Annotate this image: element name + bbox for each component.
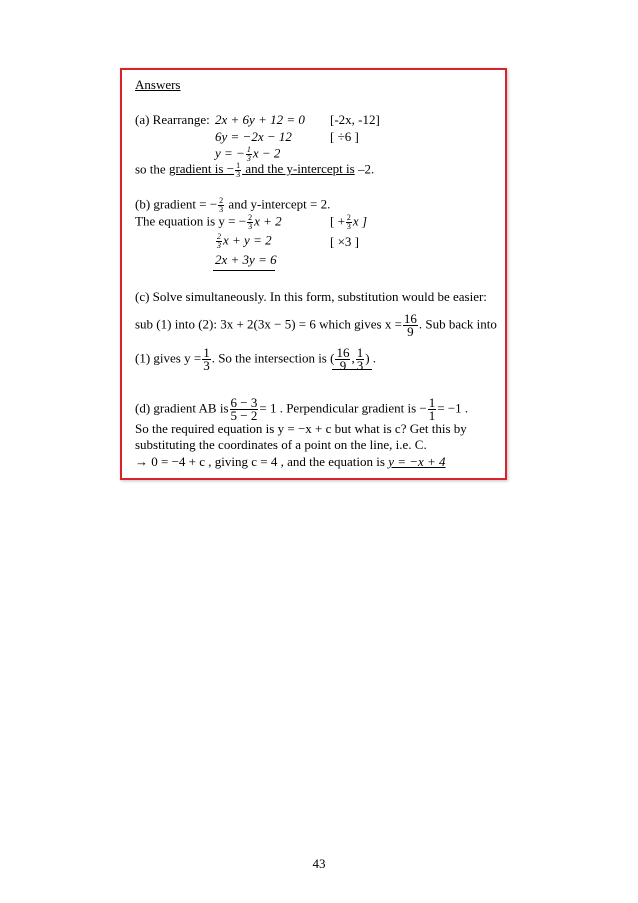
- part-d-line2: So the required equation is y = −x + c but what is c? Get this by: [135, 421, 467, 436]
- part-b-step2: [ ×3 ]: [330, 234, 359, 249]
- part-d-line1: (d) gradient AB is $\frac{6 - 3}{5 - 2}$ = 1 . Perpendicular gradient is − $\frac{1}{1}$ = −1 .: [135, 395, 469, 423]
- page-number: 43: [312, 856, 326, 871]
- part-b-equation: The equation is y = − $\frac{2}{3}$ x + 2: [135, 213, 282, 231]
- part-d-line4: → 0 = −4 + c , giving c = 4 , and the equation is y = −x + 4: [135, 454, 446, 469]
- part-a-conclusion: so the gradient is − $\frac{1}{3}$ and the y-intercept is –2.: [135, 161, 375, 179]
- part-b-eq3: 2x + 3y = 6: [215, 252, 277, 267]
- part-d-line3: substituting the coordinates of a point on the line, i.e. C.: [135, 437, 427, 452]
- part-b-answer-underline: [213, 270, 275, 271]
- answers-heading: Answers: [135, 77, 181, 92]
- part-a-label: (a) Rearrange:: [135, 112, 210, 127]
- part-b-eq2: $\frac{2}{3}$ x + y = 2: [217, 232, 272, 250]
- part-c-line2: sub (1) into (2): 3x + 2(3x − 5) = 6 which gives x = $\frac{16}{9}$ . Sub back into: [135, 311, 497, 339]
- part-b-gradient: (b) gradient = − $\frac{2}{3}$ and y-intercept = 2.: [135, 196, 331, 214]
- part-c-answer-underline: [332, 369, 372, 370]
- part-c-line1: (c) Solve simultaneously. In this form, substitution would be easier:: [135, 289, 487, 304]
- part-a-eq2: 6y = −2x − 12: [215, 129, 292, 144]
- part-a-eq1: 2x + 6y + 12 = 0: [215, 112, 305, 127]
- part-c-line3: (1) gives y = $\frac{1}{3}$ . So the intersection is ( $\frac{16}{9}$ , $\frac{1}{3}$ ) .: [135, 345, 377, 373]
- part-a-step1: [-2x, -12]: [330, 112, 380, 127]
- part-b-step1: [ + $\frac{2}{3}$ x ]: [330, 213, 368, 231]
- part-a-step2: [ ÷6 ]: [330, 129, 359, 144]
- part-a-eq3: y = − $\frac{1}{3}$ x − 2: [215, 145, 281, 163]
